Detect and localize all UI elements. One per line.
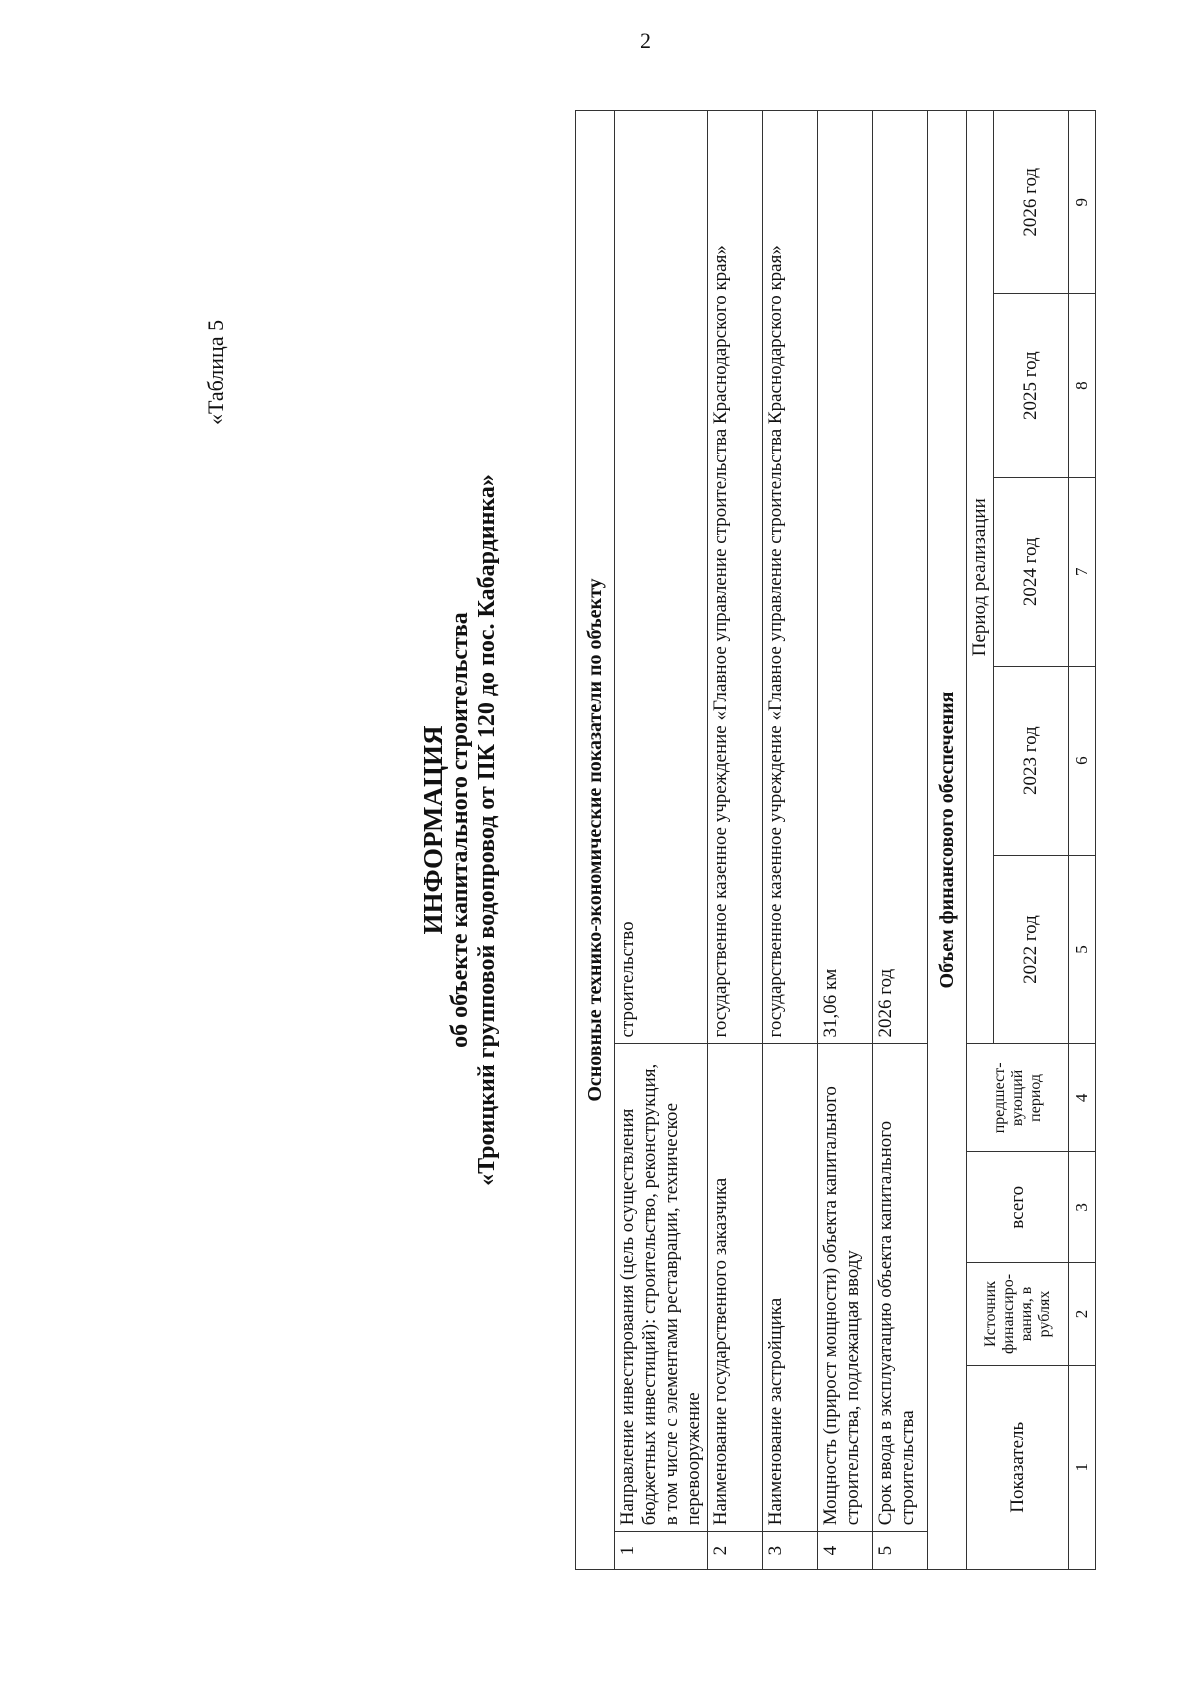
header-realization-period: Период реализации bbox=[967, 111, 994, 1044]
column-index: 5 bbox=[1069, 855, 1096, 1044]
row-label: Срок ввода в эксплуатацию объекта капитального строительства bbox=[873, 1044, 928, 1532]
column-index: 6 bbox=[1069, 666, 1096, 855]
header-year-2024: 2024 год bbox=[994, 477, 1069, 666]
column-index: 7 bbox=[1069, 477, 1096, 666]
document-heading bbox=[420, 45, 501, 1615]
row-label: Направление инвестирования (цель осуществления бюджетных инвестиций): строительство, реконструкция, в том числе с элементами реставрации, техническое перевооружение bbox=[615, 1044, 708, 1532]
column-index: 4 bbox=[1069, 1044, 1096, 1152]
table-row bbox=[763, 111, 818, 1570]
row-number: 3 bbox=[763, 1532, 818, 1570]
header-year-2026: 2026 год bbox=[994, 111, 1069, 294]
row-label: Мощность (прирост мощности) объекта капитального строительства, подлежащая вводу bbox=[818, 1044, 873, 1532]
header-source: Источник финансиро-вания, в рублях bbox=[967, 1263, 1069, 1365]
header-previous-period: предшест-вующий период bbox=[967, 1044, 1069, 1152]
header-indicator: Показатель bbox=[967, 1365, 1069, 1569]
column-index: 1 bbox=[1069, 1365, 1096, 1569]
table-row bbox=[818, 111, 873, 1570]
table-row bbox=[708, 111, 763, 1570]
document-title: ИНФОРМАЦИЯ bbox=[418, 725, 448, 935]
row-label: Наименование государственного заказчика bbox=[708, 1044, 763, 1532]
page-number: 2 bbox=[640, 28, 651, 53]
table-row bbox=[615, 111, 708, 1570]
table-label: «Таблица 5 bbox=[203, 319, 228, 425]
row-value: 31,06 км bbox=[818, 111, 873, 1044]
row-number: 4 bbox=[818, 1532, 873, 1570]
document-subtitle: об объекте капитального строительства bbox=[447, 612, 473, 1048]
row-number: 2 bbox=[708, 1532, 763, 1570]
section-title-financing: Объем финансового обеспечения bbox=[928, 111, 967, 1570]
info-table bbox=[575, 110, 1096, 1570]
table-row bbox=[873, 111, 928, 1570]
section-title-indicators: Основные технико-экономические показатели по объекту bbox=[576, 111, 615, 1570]
row-value: 2026 год bbox=[873, 111, 928, 1044]
header-year-2023: 2023 год bbox=[994, 666, 1069, 855]
object-name: «Троицкий групповой водопровод от ПК 120 до пос. Кабардинка» bbox=[474, 474, 500, 1186]
row-value: государственное казенное учреждение «Главное управление строительства Краснодарского края» bbox=[763, 111, 818, 1044]
header-year-2022: 2022 год bbox=[994, 855, 1069, 1044]
row-label: Наименование застройщика bbox=[763, 1044, 818, 1532]
column-index-row bbox=[1069, 111, 1096, 1570]
row-number: 1 bbox=[615, 1532, 708, 1570]
row-number: 5 bbox=[873, 1532, 928, 1570]
header-total: всего bbox=[967, 1152, 1069, 1263]
rotated-page-content bbox=[195, 45, 1095, 1615]
header-year-2025: 2025 год bbox=[994, 294, 1069, 477]
column-index: 9 bbox=[1069, 111, 1096, 294]
row-value: строительство bbox=[615, 111, 708, 1044]
column-index: 3 bbox=[1069, 1152, 1096, 1263]
row-value: государственное казенное учреждение «Главное управление строительства Краснодарского края» bbox=[708, 111, 763, 1044]
column-index: 8 bbox=[1069, 294, 1096, 477]
column-index: 2 bbox=[1069, 1263, 1096, 1365]
